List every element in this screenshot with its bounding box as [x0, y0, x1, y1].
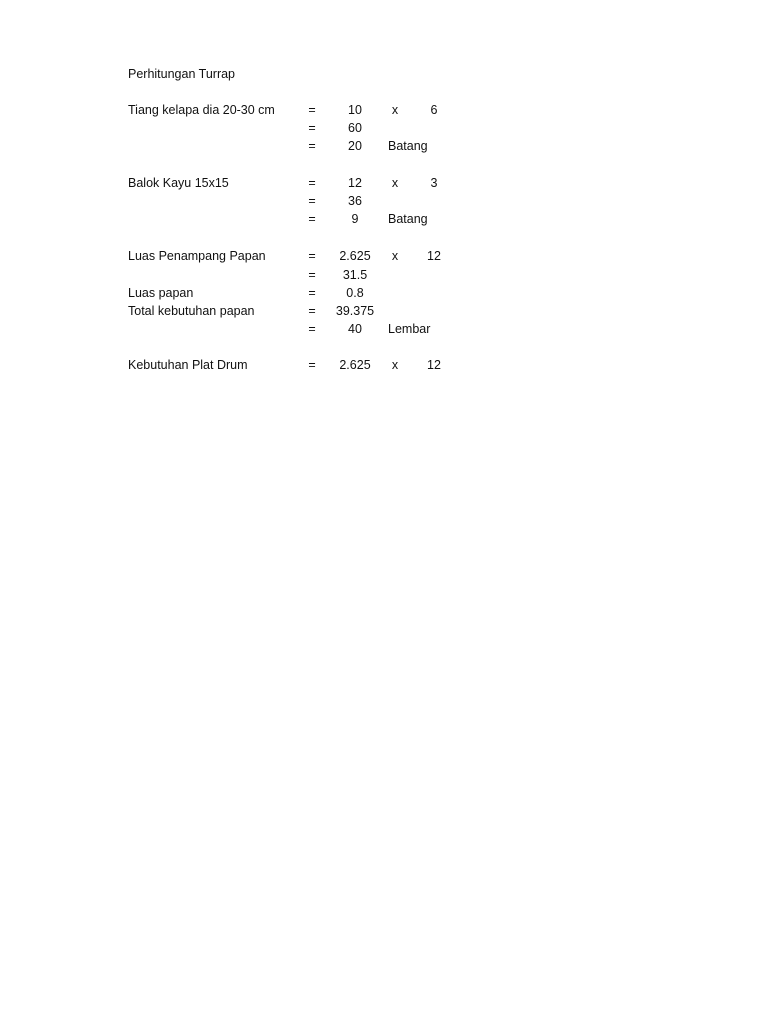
row-value: 60	[348, 121, 362, 135]
row-label: Luas papan	[128, 286, 194, 300]
equals-sign: =	[308, 176, 316, 190]
row-value: 2.625	[339, 358, 371, 372]
row-label: Luas Penampang Papan	[128, 249, 266, 263]
equals-sign: =	[308, 268, 316, 282]
calc-row	[0, 194, 768, 212]
calc-row	[0, 304, 768, 322]
multiply-sign: x	[391, 176, 399, 190]
equals-sign: =	[308, 286, 316, 300]
row-label: Total kebutuhan papan	[128, 304, 255, 318]
equals-sign: =	[308, 358, 316, 372]
calc-row	[0, 103, 768, 121]
calc-row	[0, 139, 768, 157]
equals-sign: =	[308, 249, 316, 263]
row-value: 36	[348, 194, 362, 208]
row-multiplier: 12	[427, 249, 441, 263]
calc-row	[0, 249, 768, 267]
row-value: 31.5	[342, 268, 368, 282]
row-value: 40	[348, 322, 362, 336]
equals-sign: =	[308, 139, 316, 153]
row-unit: Batang	[388, 212, 428, 226]
row-multiplier: 6	[430, 103, 438, 117]
row-value: 9	[351, 212, 359, 226]
equals-sign: =	[308, 121, 316, 135]
equals-sign: =	[308, 304, 316, 318]
calc-row	[0, 212, 768, 230]
calc-row	[0, 176, 768, 194]
row-value: 12	[348, 176, 362, 190]
row-value: 20	[348, 139, 362, 153]
calc-row	[0, 121, 768, 139]
row-value: 39.375	[335, 304, 375, 318]
multiply-sign: x	[391, 358, 399, 372]
equals-sign: =	[308, 194, 316, 208]
row-multiplier: 12	[427, 358, 441, 372]
row-value: 0.8	[346, 286, 364, 300]
row-unit: Batang	[388, 139, 428, 153]
row-value: 2.625	[339, 249, 371, 263]
row-label: Tiang kelapa dia 20-30 cm	[128, 103, 275, 117]
multiply-sign: x	[391, 249, 399, 263]
calc-row	[0, 358, 768, 376]
multiply-sign: x	[391, 103, 399, 117]
calc-row	[0, 322, 768, 340]
equals-sign: =	[308, 103, 316, 117]
row-value: 10	[348, 103, 362, 117]
row-multiplier: 3	[430, 176, 438, 190]
calc-row	[0, 268, 768, 286]
row-label: Balok Kayu 15x15	[128, 176, 229, 190]
calc-row	[0, 286, 768, 304]
row-unit: Lembar	[388, 322, 431, 336]
row-label: Kebutuhan Plat Drum	[128, 358, 248, 372]
equals-sign: =	[308, 322, 316, 336]
equals-sign: =	[308, 212, 316, 226]
page-title: Perhitungan Turrap	[128, 67, 236, 81]
